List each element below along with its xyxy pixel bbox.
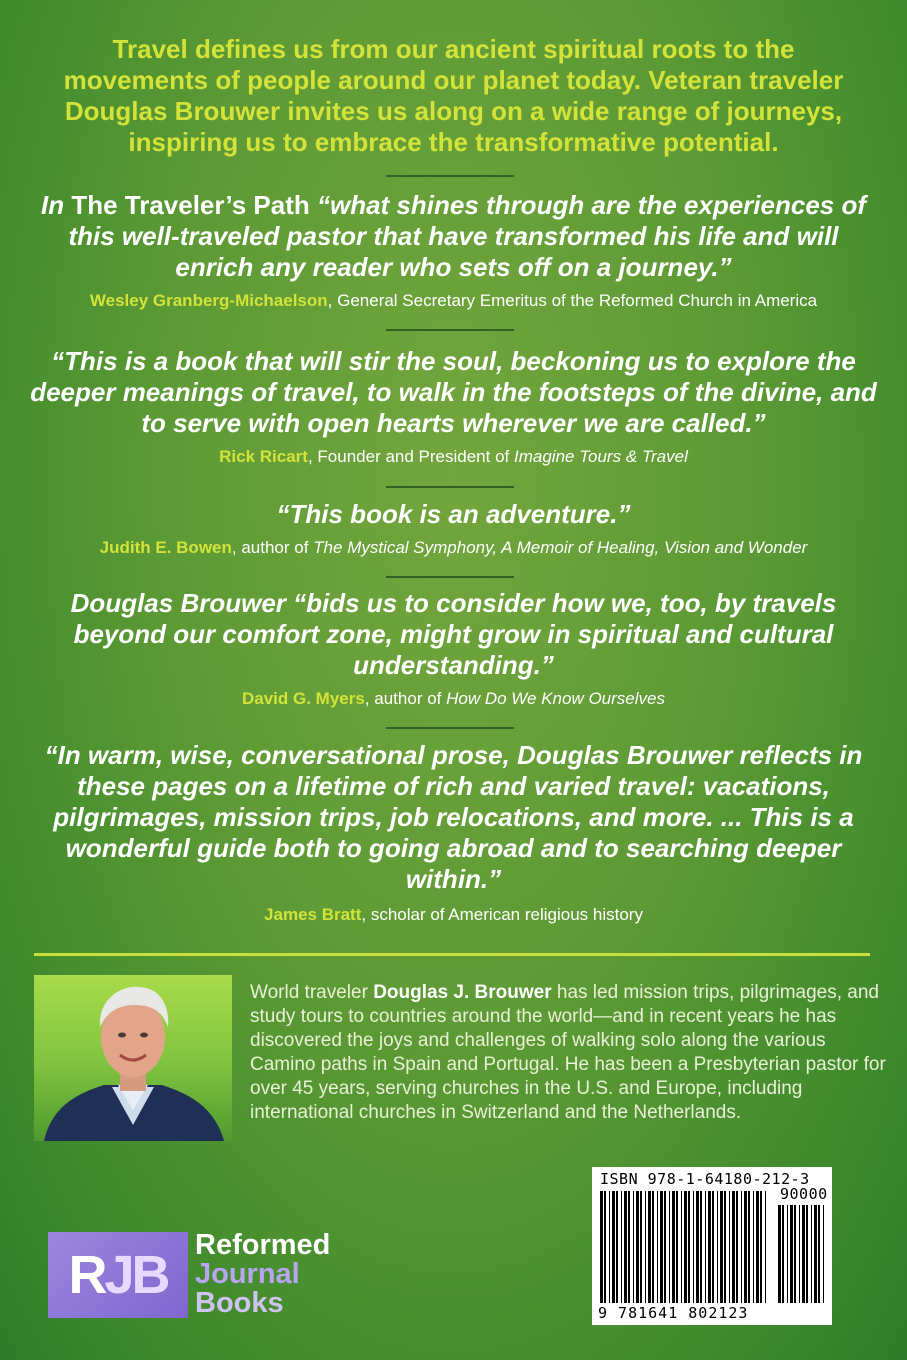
endorser-name: David G. Myers [242, 689, 365, 708]
endorsement-attribution-3 [20, 537, 887, 559]
publisher-logo-badge [48, 1232, 188, 1318]
endorser-name: James Bratt [264, 905, 362, 924]
endorsement-quote-2: “This is a book that will stir the soul, beckoning us to explore the deeper meanings of travel, to walk in the footsteps of the divine, and to serve with open hearts wherever we are called.” [30, 346, 877, 438]
endorser-name: Rick Ricart [219, 447, 308, 466]
quote-text: “what shines through are the experiences of this well-traveled pastor that have transformed his life and will enrich any reader who sets off on a journey.” [68, 190, 867, 282]
divider [386, 486, 514, 488]
author-bio [250, 981, 886, 1125]
endorser-role: , author of [231, 538, 314, 557]
endorser-name: Judith E. Bowen [99, 538, 232, 557]
endorser-role-title: The Mystical Symphony, A Memoir of Healing, Vision and Wonder [313, 538, 808, 557]
endorsement-quote-1 [30, 190, 877, 283]
endorsement-quote-5: “In warm, wise, conversational prose, Douglas Brouwer reflects in these pages on a lifetime of rich and varied travel: vacations, pilgrimages, mission trips, job relocations, and more. ... This is a wonderful guide both to going abroad and to searching deeper within.” [44, 740, 863, 894]
divider [386, 329, 514, 331]
book-title: The Traveler’s Path [71, 190, 310, 220]
isbn-barcode [592, 1167, 832, 1325]
endorser-role: , scholar of American religious history [361, 905, 643, 924]
publisher-monogram: RJB [68, 1245, 168, 1305]
endorsement-attribution-1 [20, 290, 887, 312]
endorser-role-title: How Do We Know Ourselves [446, 689, 665, 708]
price-code: 90000 [780, 1185, 828, 1203]
section-divider [34, 953, 870, 956]
endorsement-attribution-2 [20, 446, 887, 468]
bio-text: has led mission trips, pilgrimages, and study tours to countries around the world—and in recent years he has discovered the joys and challenges of walking solo along the various Camino paths in Spain and Portugal. He has been a Presbyterian pastor for over 45 years, serving churches in the U.S. and Europe, including international churches in Switzerland and the Netherlands. [250, 982, 886, 1123]
author-photo [34, 975, 232, 1141]
divider [386, 727, 514, 729]
bio-intro: World traveler [250, 982, 374, 1003]
publisher-word-books: Books [195, 1287, 284, 1319]
endorsement-attribution-4 [20, 688, 887, 710]
publisher-name [195, 1231, 330, 1318]
author-name: Douglas J. Brouwer [373, 982, 552, 1003]
divider [386, 576, 514, 578]
endorser-role: , Founder and President of [307, 447, 514, 466]
endorser-role: , author of [364, 689, 447, 708]
quote-prefix: In [40, 190, 72, 220]
isbn-label: ISBN 978-1-64180-212-3 [600, 1170, 810, 1188]
endorser-name: Wesley Granberg-Michaelson [89, 291, 328, 310]
intro-blurb: Travel defines us from our ancient spiritual roots to the movements of people around our planet today. Veteran traveler Douglas Brouwer invites us along on a wide range of journeys, inspiring us to embrace the transformative potential. [63, 34, 844, 157]
barcode-digits: 9 781641 802123 [598, 1304, 749, 1322]
publisher-word-reformed: Reformed [195, 1229, 331, 1261]
divider [386, 175, 514, 177]
endorser-role-title: Imagine Tours & Travel [514, 447, 688, 466]
endorsement-quote-3: “This book is an adventure.” [276, 499, 631, 529]
publisher-word-journal: Journal [195, 1258, 300, 1290]
endorsement-quote-4: Douglas Brouwer “bids us to consider how we, too, by travels beyond our comfort zone, might grow in spiritual and cultural understanding.” [70, 588, 837, 680]
endorser-role: , General Secretary Emeritus of the Reformed Church in America [327, 291, 818, 310]
author-portrait-illustration [34, 975, 232, 1141]
endorsement-attribution-5 [20, 904, 887, 926]
